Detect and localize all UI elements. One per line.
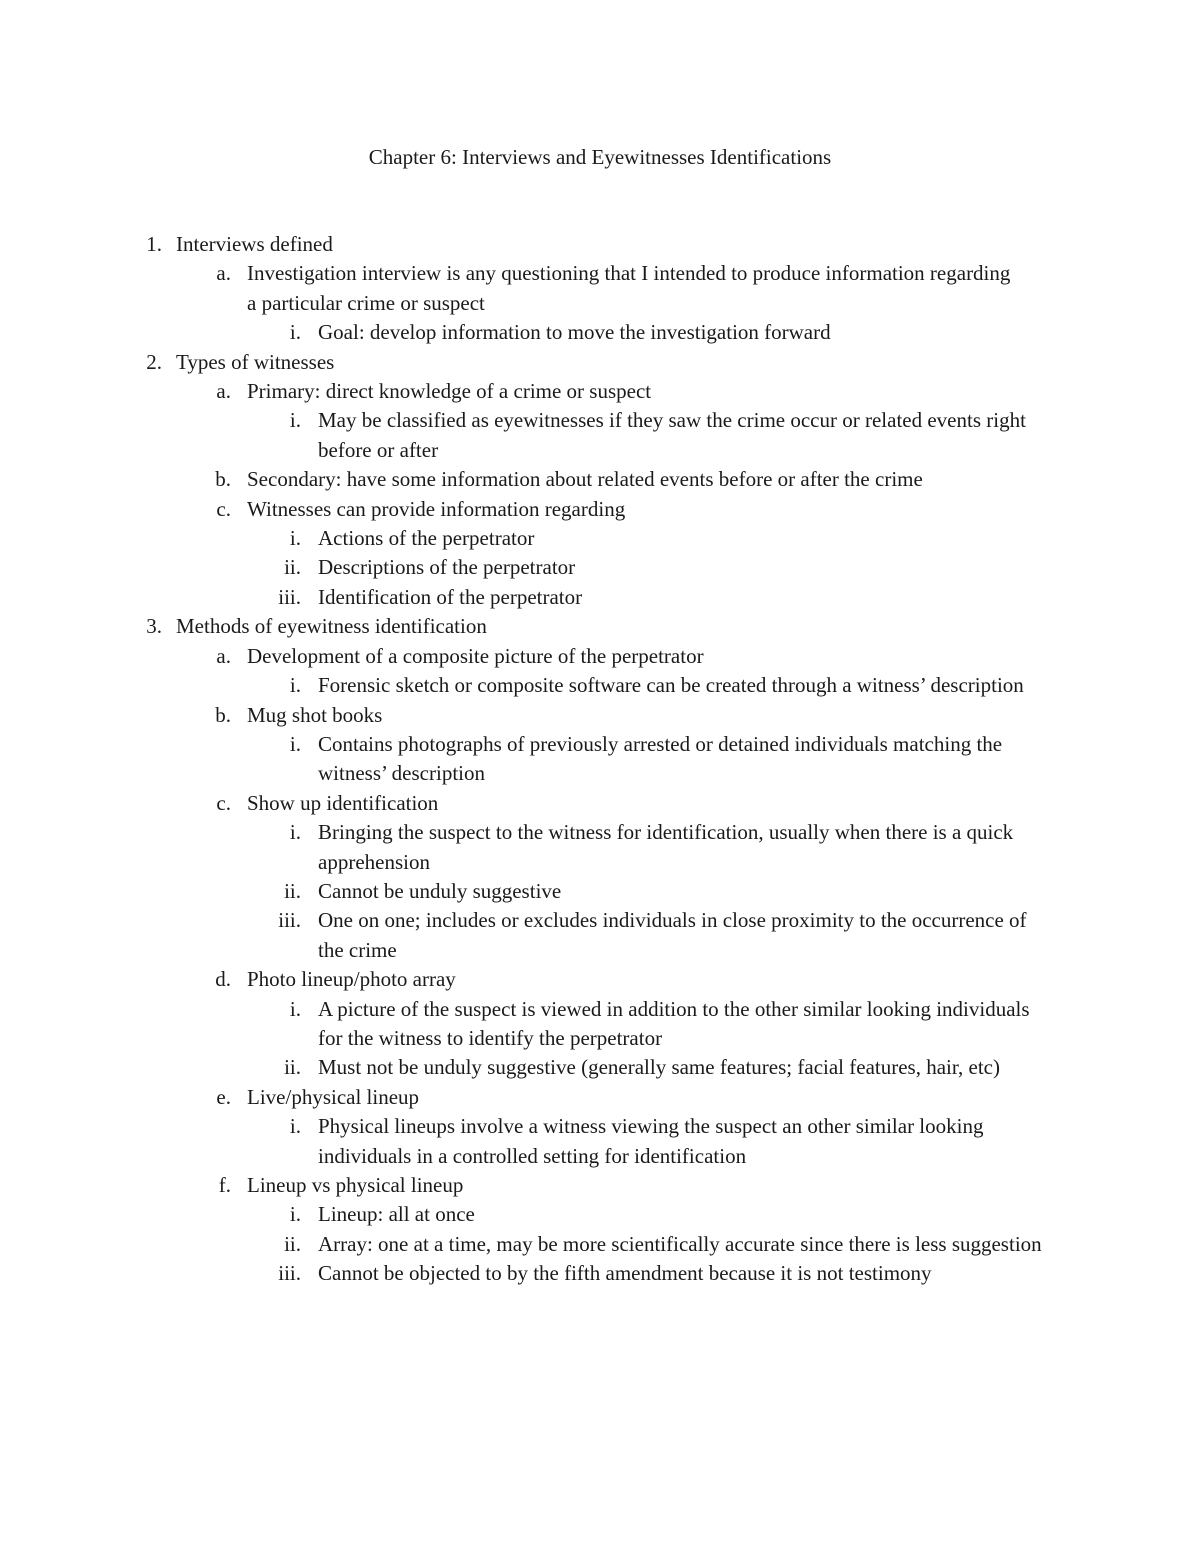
outline-item [0, 1171, 1200, 1200]
outline-item [0, 612, 1200, 641]
item-marker: a. [216, 261, 231, 286]
outline-item [0, 1230, 1200, 1259]
item-text: Cannot be unduly suggestive [318, 878, 562, 903]
outline-item [0, 1112, 1200, 1171]
item-text: May be classified as eyewitnesses if they saw the crime occur or related events right before or after [318, 408, 1026, 462]
item-text: Forensic sketch or composite software can be created through a witness’ description [318, 673, 1024, 698]
item-marker: i. [289, 820, 301, 845]
item-text: Investigation interview is any questioning that I intended to produce information regarding a particular crime or suspect [247, 261, 1011, 315]
item-text: Secondary: have some information about related events before or after the crime [247, 467, 923, 492]
item-marker: iii. [278, 1261, 301, 1286]
item-marker: e. [216, 1084, 231, 1109]
item-text: Goal: develop information to move the investigation forward [318, 320, 831, 345]
outline-item [0, 553, 1200, 582]
item-text: Descriptions of the perpetrator [318, 555, 576, 580]
item-text: Must not be unduly suggestive (generally same features; facial features, hair, etc) [318, 1055, 1000, 1080]
item-text: Live/physical lineup [247, 1084, 420, 1109]
item-text: Actions of the perpetrator [318, 526, 535, 551]
item-text: Methods of eyewitness identification [176, 614, 487, 639]
item-marker: ii. [284, 555, 301, 580]
item-marker: i. [289, 731, 301, 756]
item-marker: i. [289, 673, 301, 698]
item-text: Array: one at a time, may be more scientifically accurate since there is less suggestion [318, 1231, 1042, 1256]
outline-item [0, 318, 1200, 347]
item-marker: b. [215, 702, 231, 727]
item-marker: c. [216, 496, 231, 521]
item-text: Types of witnesses [176, 349, 335, 374]
item-marker: i. [289, 1202, 301, 1227]
item-text: Cannot be objected to by the fifth amendment because it is not testimony [318, 1261, 932, 1286]
outline-item [0, 495, 1200, 524]
outline-item [0, 701, 1200, 730]
item-text: Identification of the perpetrator [318, 584, 583, 609]
outline-item [0, 642, 1200, 671]
item-text: Primary: direct knowledge of a crime or suspect [247, 379, 652, 404]
item-text: Witnesses can provide information regarding [247, 496, 626, 521]
outline-item [0, 789, 1200, 818]
item-text: Lineup vs physical lineup [247, 1173, 464, 1197]
outline-list [0, 230, 1200, 1289]
item-text: Physical lineups involve a witness viewing the suspect an other similar looking individuals in a controlled setting for identification [318, 1114, 984, 1168]
outline-item [0, 906, 1200, 965]
item-marker: iii. [278, 908, 301, 933]
item-text: Interviews defined [176, 232, 333, 256]
item-marker: i. [289, 996, 301, 1021]
item-marker: a. [216, 643, 231, 668]
item-marker: 3. [146, 614, 162, 639]
item-marker: 1. [146, 232, 162, 256]
outline-item [0, 230, 1200, 259]
item-text: Bringing the suspect to the witness for identification, usually when there is a quick apprehension [318, 820, 1014, 874]
outline-item [0, 818, 1200, 877]
outline-item [0, 1083, 1200, 1112]
item-marker: c. [216, 790, 231, 815]
outline-item [0, 1200, 1200, 1229]
item-marker: iii. [278, 584, 301, 609]
item-marker: ii. [284, 1231, 301, 1256]
outline-item [0, 671, 1200, 700]
outline-item [0, 524, 1200, 553]
outline-item [0, 583, 1200, 612]
item-marker: ii. [284, 1055, 301, 1080]
item-text: Development of a composite picture of the perpetrator [247, 643, 704, 668]
outline-item [0, 259, 1200, 318]
outline-item [0, 995, 1200, 1054]
item-text: Lineup: all at once [318, 1202, 475, 1227]
outline-item [0, 348, 1200, 377]
outline-item [0, 965, 1200, 994]
item-text: Mug shot books [247, 702, 383, 727]
item-marker: ii. [284, 878, 301, 903]
item-marker: i. [289, 320, 301, 345]
item-marker: i. [289, 1114, 301, 1139]
item-text: Show up identification [247, 790, 439, 815]
outline-item [0, 406, 1200, 465]
item-marker: 2. [146, 349, 162, 374]
outline-item [0, 1053, 1200, 1082]
item-text: One on one; includes or excludes individuals in close proximity to the occurrence of the crime [318, 908, 1027, 962]
item-text: Contains photographs of previously arrested or detained individuals matching the witness’ description [318, 731, 1003, 786]
outline-item [0, 377, 1200, 406]
item-marker: d. [215, 967, 231, 992]
item-marker: i. [289, 408, 301, 433]
item-marker: a. [216, 379, 231, 404]
item-text: Photo lineup/photo array [247, 967, 456, 992]
item-text: A picture of the suspect is viewed in addition to the other similar looking individuals for the witness to identify the perpetrator [318, 996, 1030, 1050]
item-marker: b. [215, 467, 231, 492]
outline-item [0, 1259, 1200, 1288]
item-marker: i. [289, 526, 301, 551]
outline-item [0, 877, 1200, 906]
outline-item [0, 465, 1200, 494]
page-title: Chapter 6: Interviews and Eyewitnesses Identifications [368, 145, 832, 169]
item-marker: f. [218, 1173, 231, 1197]
outline-item [0, 730, 1200, 789]
